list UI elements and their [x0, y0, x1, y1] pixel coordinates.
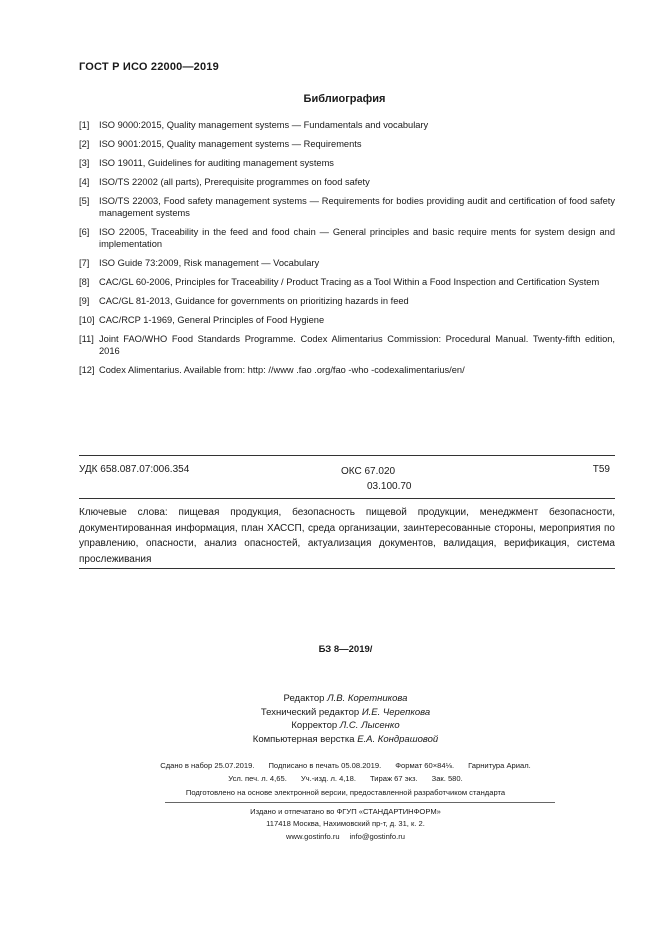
publisher-contacts [30, 831, 661, 843]
bibliography-item [79, 333, 615, 358]
bibliography-item [79, 176, 615, 188]
paper-format: Формат 60×84⅛. [395, 761, 455, 770]
ref-number: [2] [79, 138, 90, 149]
publication-sheets: Уч.-изд. л. 4,18. [300, 773, 356, 783]
ref-text: ISO/TS 22003, Food safety management systems — Requirements for bodies providing audit and certification of food safety management systems [99, 195, 615, 219]
ref-text: ISO 9000:2015, Quality management systems — Fundamentals and vocabulary [99, 120, 429, 130]
ref-number: [8] [79, 277, 90, 288]
standard-header: ГОСТ Р ИСО 22000—2019 [79, 61, 219, 73]
editor-name: Л.В. Коретникова [327, 693, 408, 704]
editor-role: Редактор [283, 693, 325, 704]
bibliography-item [79, 257, 615, 269]
corrector-role: Корректор [291, 720, 338, 731]
tech-editor-name: И.Е. Черепкова [361, 706, 431, 718]
divider-bottom [79, 568, 615, 569]
imprint-details [0, 760, 661, 785]
publisher-address: 117418 Москва, Нахимовский пр-т, д. 31, к. 2. [266, 819, 425, 829]
bibliography-list [79, 119, 615, 383]
imprint-line-1 [30, 760, 661, 773]
ref-number: [1] [79, 120, 90, 130]
bibliography-item [79, 157, 615, 169]
bz-number: БЗ 8—2019/ [318, 644, 373, 655]
tech-editor-line [30, 706, 661, 720]
bibliography-item [79, 119, 615, 131]
ref-text: CAC/GL 60-2006, Principles for Traceability / Product Tracing as a Tool Within a Food Inspection and Certification System [99, 277, 600, 288]
submitted-date: Сдано в набор 25.07.2019. [160, 761, 255, 770]
keywords: Ключевые слова: пищевая продукция, безопасность пищевой продукции, менеджмент безопасности, документированная информация, план ХАССП, среда организации, заинтересованные стороны, мероприятия по управлению, опасности, анализ опасностей, актуализация документов, валидация, верификация, система прослеживания [79, 507, 615, 565]
bibliography-title: Библиография [303, 93, 386, 105]
signed-date: Подписано в печать 05.08.2019. [268, 761, 382, 770]
ref-number: [10] [79, 314, 95, 325]
layout-role: Компьютерная верстка [252, 733, 355, 745]
layout-line [30, 733, 661, 747]
oks-code [341, 464, 412, 494]
print-run: Тираж 67 экз. [369, 773, 418, 783]
imprint-line-2 [30, 773, 661, 786]
ref-text: ISO Guide 73:2009, Risk management — Vocabulary [99, 258, 320, 269]
bibliography-item [79, 314, 615, 326]
classification-code: Т59 [592, 464, 610, 475]
bibliography-item [79, 138, 615, 150]
typeface: Гарнитура Ариал. [468, 761, 531, 770]
divider-top [79, 455, 615, 456]
oks-line-2: 03.100.70 [367, 481, 412, 492]
bibliography-item [79, 364, 615, 376]
ref-text: ISO/TS 22002 (all parts), Prerequisite programmes on food safety [99, 176, 370, 187]
divider-middle [79, 498, 615, 499]
tech-editor-role: Технический редактор [260, 706, 360, 718]
ref-number: [5] [79, 195, 90, 206]
ref-number: [4] [79, 176, 90, 187]
corrector-name: Л.С. Лысенко [339, 720, 400, 731]
ref-number: [12] [79, 365, 95, 376]
udk-code: УДК 658.087.07:006.354 [79, 464, 190, 475]
ref-number: [9] [79, 296, 90, 307]
ref-number: [11] [79, 333, 94, 344]
divider-imprint [165, 802, 555, 803]
publisher-website[interactable]: www.gostinfo.ru [285, 831, 340, 841]
print-sheets: Усл. печ. л. 4,65. [228, 773, 287, 783]
bibliography-item [79, 276, 615, 288]
bibliography-item [79, 295, 615, 307]
ref-text: Codex Alimentarius. Available from: http: //www .fao .org/fao -who -codexalimentarius/en/ [99, 365, 465, 376]
publisher-info [0, 806, 661, 843]
corrector-line [30, 719, 661, 733]
publisher-email[interactable]: info@gostinfo.ru [349, 831, 406, 841]
ref-text: ISO 9001:2015, Quality management systems — Requirements [99, 138, 362, 149]
ref-text: CAC/RCP 1-1969, General Principles of Food Hygiene [99, 314, 325, 325]
editorial-credits [0, 692, 661, 746]
ref-text: Joint FAO/WHO Food Standards Programme. Codex Alimentarius Commission: Procedural Manual. Twenty-fifth edition, 2016 [99, 333, 615, 357]
bibliography-item [79, 195, 615, 220]
publisher-line-1: Издано и отпечатано во ФГУП «СТАНДАРТИНФОРМ» [250, 807, 441, 816]
bibliography-item [79, 226, 615, 251]
ref-text: ISO 22005, Traceability in the feed and food chain — General principles and basic require ments for system design and implementation [99, 226, 615, 250]
layout-name: Е.А. Кондрашовой [357, 733, 439, 745]
order-number: Зак. 580. [431, 773, 463, 783]
ref-text: ISO 19011, Guidelines for auditing management systems [99, 157, 334, 168]
ref-number: [3] [79, 157, 90, 168]
editor-line [30, 692, 661, 706]
ref-text: CAC/GL 81-2013, Guidance for governments on prioritizing hazards in feed [99, 296, 409, 307]
ref-number: [6] [79, 226, 90, 237]
ref-number: [7] [79, 258, 90, 269]
prepared-note: Подготовлено на основе электронной версии, предоставленной разработчиком стандарта [185, 788, 506, 797]
oks-line-1: ОКС 67.020 [341, 466, 396, 477]
